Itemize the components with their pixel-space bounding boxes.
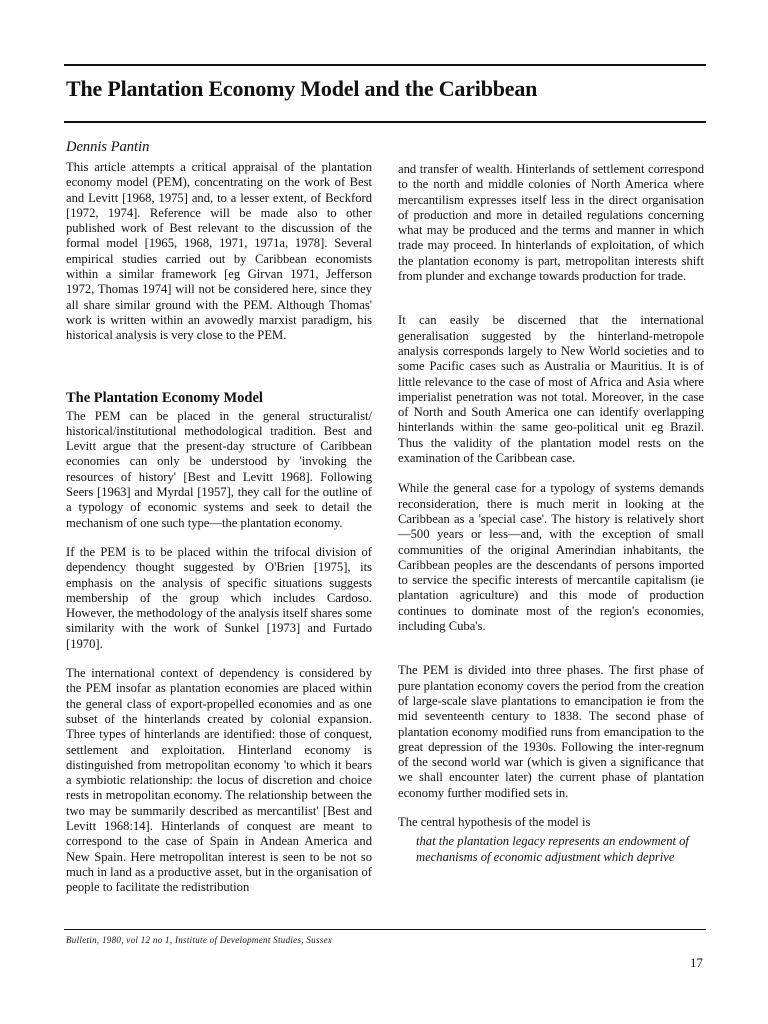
intro-paragraph: This article attempts a critical appraisal of the plantation economy model (PEM), concentrating on the work of Best and Levitt [1968, 1975] and, to a lesser extent, of Beckford [1972, 1974]. Reference will be made also to other published work of Best relevant to the discussion of the formal model [1965, 1968, 1971, 1971a, 1978]. Several empirical studies carried out by Caribbean economists within a similar framework [eg Girvan 1971, Jefferson 1972, Thomas 1974] will not be considered here, since they all share similar ground with the PEM. Although Thomas' work is written within an avowedly marxist paradigm, his historical analysis is very close to the PEM. — [66, 160, 372, 343]
hypothesis-quote: that the plantation legacy represents an endowment of mechanisms of economic adjustment which deprive — [416, 834, 689, 864]
body-paragraph: If the PEM is to be placed within the trifocal division of dependency thought suggested by O'Brien [1975], its emphasis on the analysis of specific situations suggests membership of the group which includes Cardoso. However, the methodology of the analysis itself shares some similarity with the work of Sunkel [1973] and Furtado [1970]. — [66, 544, 372, 651]
page-number: 17 — [690, 955, 703, 970]
body-paragraph: The international context of dependency is considered by the PEM insofar as plantation economies are placed within the general class of export-propelled economies and as one subset of the hinterlands created by colonial expansion. Three types of hinterlands are identified: those of conquest, settlement and exploitation. Hinterland economy is distinguished from metropolitan economy 'to which it bears a symbiotic relationship: the locus of discretion and choice rests in metropolitan economy. The relationship between the two may be summarily described as mercantilist' [Best and Levitt 1968:14]. Hinterlands of conquest are meant to correspond to the case of Spain in Andean America and New Spain. Here metropolitan interest is seen to be not so much in land as a productive asset, but in the organisation of people to facilitate the redistribution — [66, 666, 372, 895]
title-rule — [64, 121, 706, 123]
author-name: Dennis Pantin — [66, 139, 150, 155]
body-paragraph: The PEM can be placed in the general structuralist/ historical/institutional methodological tradition. Best and Levitt argue that the present-day structure of Caribbean economies can only be understood by 'invoking the resources of history' [Best and Levitt 1968]. Following Seers [1963] and Myrdal [1957], they call for the outline of a typology of economic systems and seek to detail the mechanism of one such type—the plantation economy. — [66, 408, 372, 530]
body-paragraph: The central hypothesis of the model is — [398, 814, 591, 829]
journal-citation: Bulletin, 1980, vol 12 no 1, Institute of Development Studies, Sussex — [66, 935, 333, 945]
section-heading: The Plantation Economy Model — [66, 389, 263, 406]
left-column — [66, 160, 372, 895]
body-paragraph: and transfer of wealth. Hinterlands of settlement correspond to the north and middle colonies of North America where mercantilism expresses itself less in the direct organisation of production and more in detailed regulations concerning what may be produced and the terms and manner in which trade may proceed. In hinterlands of exploitation, of which the plantation economy is part, metropolitan interests shift from plunder and exchange towards production for trade. — [398, 162, 704, 284]
article-title: The Plantation Economy Model and the Caribbean — [66, 76, 538, 101]
body-paragraph: The PEM is divided into three phases. The first phase of pure plantation economy covers the period from the creation of large-scale slave plantations to emancipation ie from the mid seventeenth century to 1838. The second phase of plantation economy modified runs from emancipation to the great depression of the 1930s. Following the inter-regnum of the second world war (which is given a significance that we shall encounter later) the current phase of plantation economy further modified sets in. — [398, 663, 704, 800]
footer-rule — [64, 929, 706, 930]
body-paragraph: While the general case for a typology of systems demands reconsideration, there is much merit in looking at the Caribbean as a 'special case'. The history is relatively short—500 years or less—and, with the exception of small communities of the original Amerindian inhabitants, the Caribbean peoples are the descendants of persons imported to service the specific interests of mercantile capitalism (ie plantation agriculture) and this mode of production continues to dominate most of the region's economies, including Cuba's. — [398, 481, 704, 634]
top-rule — [64, 64, 706, 66]
right-column — [398, 162, 704, 865]
body-paragraph: It can easily be discerned that the international generalisation suggested by the hinterland-metropole analysis corresponds largely to New World societies and to some Pacific cases such as Australia or Mauritius. It is of little relevance to the case of most of Africa and Asia where imperialist penetration was not total. Moreover, in the case of North and South America one can identify overlapping hinterlands within the same geo-political unit eg Brazil. Thus the validity of the plantation model rests on the examination of the Caribbean case. — [398, 313, 704, 466]
